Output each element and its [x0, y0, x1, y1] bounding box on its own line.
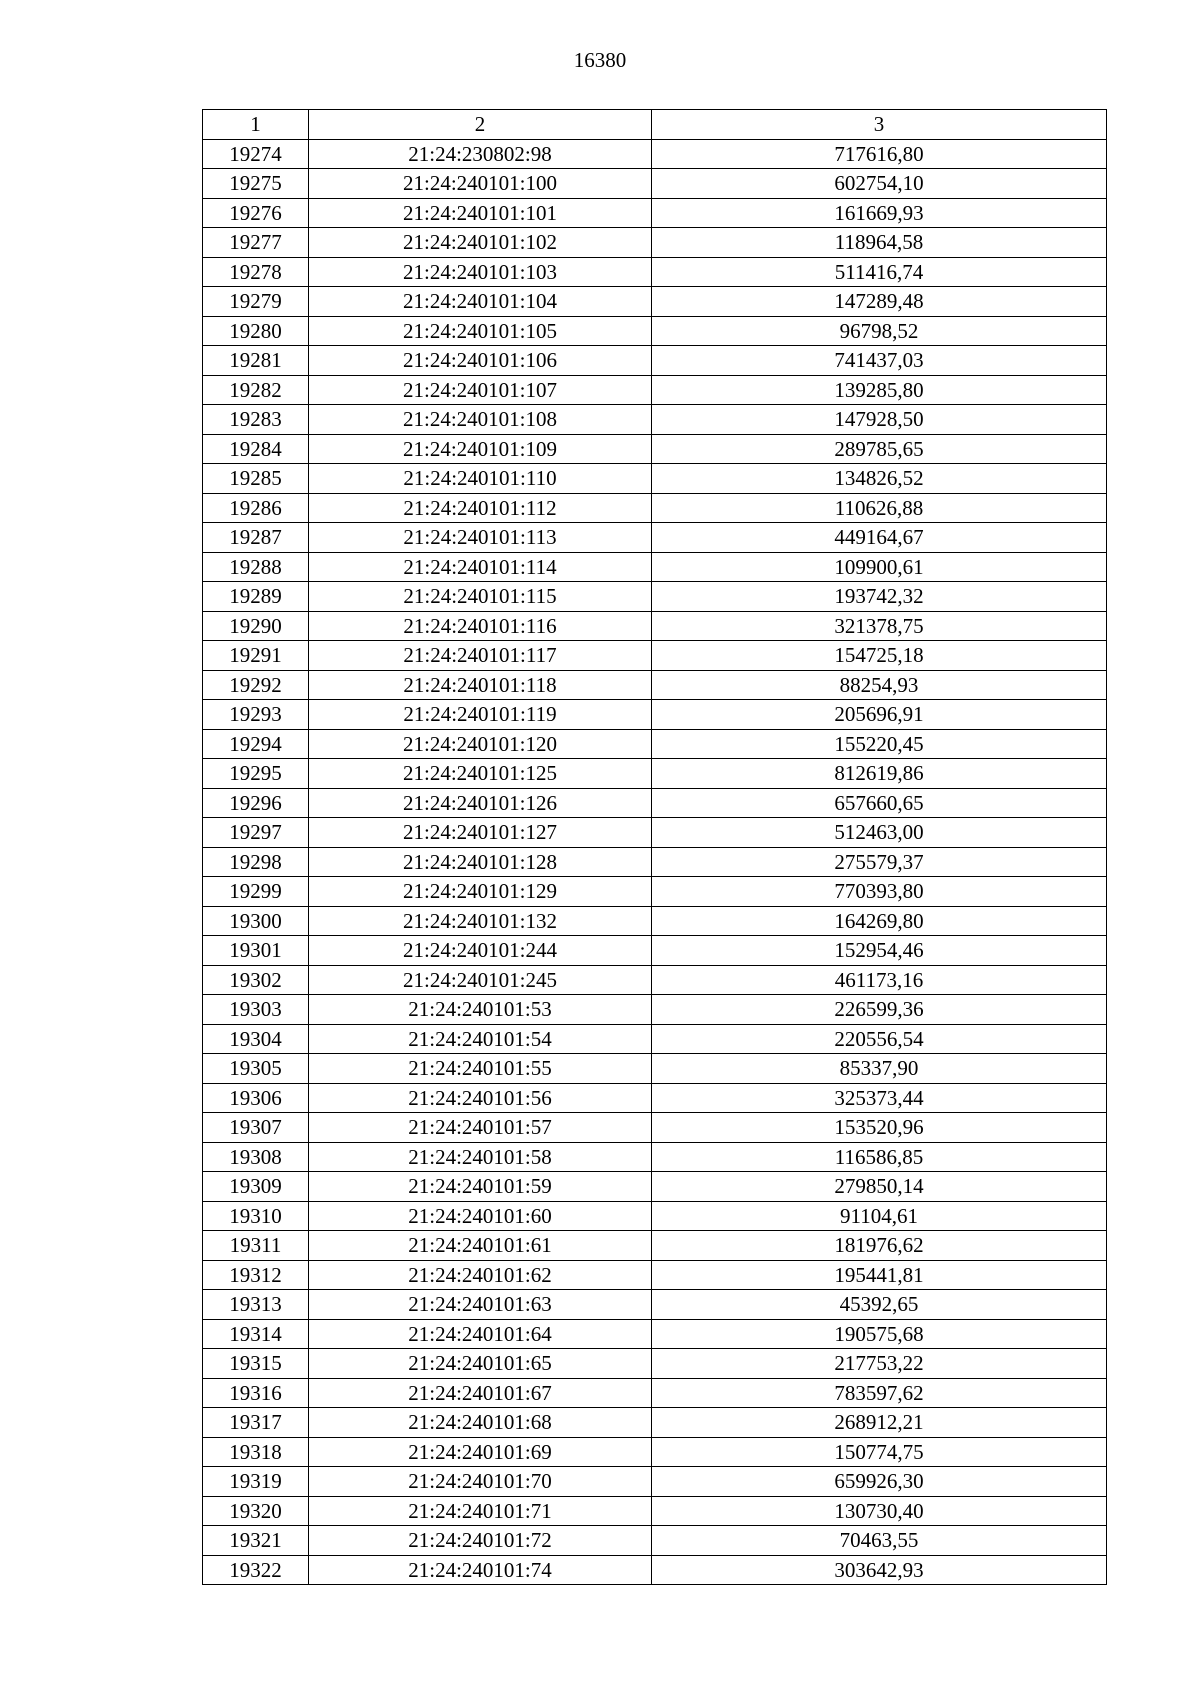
table-row	[203, 405, 1107, 435]
table-row	[203, 346, 1107, 376]
row-number-cell: 19311	[203, 1231, 309, 1261]
table-row	[203, 139, 1107, 169]
table-row	[203, 1349, 1107, 1379]
row-number-cell: 19315	[203, 1349, 309, 1379]
row-number-cell: 19310	[203, 1201, 309, 1231]
table-row	[203, 1231, 1107, 1261]
column-header-2: 2	[309, 110, 652, 140]
value-cell: 461173,16	[652, 965, 1107, 995]
cadastral-number-cell: 21:24:240101:110	[309, 464, 652, 494]
table-row	[203, 434, 1107, 464]
cadastral-number-cell: 21:24:240101:70	[309, 1467, 652, 1497]
cadastral-number-cell: 21:24:240101:132	[309, 906, 652, 936]
cadastral-number-cell: 21:24:240101:129	[309, 877, 652, 907]
value-cell: 91104,61	[652, 1201, 1107, 1231]
row-number-cell: 19292	[203, 670, 309, 700]
value-cell: 741437,03	[652, 346, 1107, 376]
row-number-cell: 19288	[203, 552, 309, 582]
row-number-cell: 19287	[203, 523, 309, 553]
value-cell: 190575,68	[652, 1319, 1107, 1349]
table-row	[203, 759, 1107, 789]
table-row	[203, 1437, 1107, 1467]
row-number-cell: 19317	[203, 1408, 309, 1438]
data-table	[202, 109, 1107, 1585]
table-row	[203, 316, 1107, 346]
cadastral-number-cell: 21:24:240101:60	[309, 1201, 652, 1231]
cadastral-number-cell: 21:24:240101:55	[309, 1054, 652, 1084]
value-cell: 152954,46	[652, 936, 1107, 966]
row-number-cell: 19305	[203, 1054, 309, 1084]
table-row	[203, 1142, 1107, 1172]
row-number-cell: 19318	[203, 1437, 309, 1467]
cadastral-number-cell: 21:24:240101:65	[309, 1349, 652, 1379]
cadastral-number-cell: 21:24:240101:104	[309, 287, 652, 317]
row-number-cell: 19295	[203, 759, 309, 789]
value-cell: 657660,65	[652, 788, 1107, 818]
table-row	[203, 1378, 1107, 1408]
row-number-cell: 19281	[203, 346, 309, 376]
table-row	[203, 1054, 1107, 1084]
cadastral-number-cell: 21:24:230802:98	[309, 139, 652, 169]
table-row	[203, 1526, 1107, 1556]
row-number-cell: 19289	[203, 582, 309, 612]
row-number-cell: 19316	[203, 1378, 309, 1408]
table-row	[203, 818, 1107, 848]
cadastral-number-cell: 21:24:240101:106	[309, 346, 652, 376]
value-cell: 85337,90	[652, 1054, 1107, 1084]
value-cell: 154725,18	[652, 641, 1107, 671]
value-cell: 321378,75	[652, 611, 1107, 641]
row-number-cell: 19298	[203, 847, 309, 877]
row-number-cell: 19291	[203, 641, 309, 671]
row-number-cell: 19303	[203, 995, 309, 1025]
row-number-cell: 19296	[203, 788, 309, 818]
value-cell: 118964,58	[652, 228, 1107, 258]
value-cell: 88254,93	[652, 670, 1107, 700]
value-cell: 70463,55	[652, 1526, 1107, 1556]
value-cell: 289785,65	[652, 434, 1107, 464]
row-number-cell: 19314	[203, 1319, 309, 1349]
value-cell: 109900,61	[652, 552, 1107, 582]
cadastral-number-cell: 21:24:240101:103	[309, 257, 652, 287]
value-cell: 181976,62	[652, 1231, 1107, 1261]
value-cell: 147289,48	[652, 287, 1107, 317]
cadastral-number-cell: 21:24:240101:69	[309, 1437, 652, 1467]
value-cell: 717616,80	[652, 139, 1107, 169]
cadastral-number-cell: 21:24:240101:112	[309, 493, 652, 523]
cadastral-number-cell: 21:24:240101:72	[309, 1526, 652, 1556]
cadastral-number-cell: 21:24:240101:53	[309, 995, 652, 1025]
table-body	[203, 139, 1107, 1585]
row-number-cell: 19301	[203, 936, 309, 966]
row-number-cell: 19313	[203, 1290, 309, 1320]
value-cell: 325373,44	[652, 1083, 1107, 1113]
row-number-cell: 19304	[203, 1024, 309, 1054]
column-header-1: 1	[203, 110, 309, 140]
value-cell: 96798,52	[652, 316, 1107, 346]
row-number-cell: 19290	[203, 611, 309, 641]
value-cell: 45392,65	[652, 1290, 1107, 1320]
value-cell: 150774,75	[652, 1437, 1107, 1467]
table-row	[203, 611, 1107, 641]
row-number-cell: 19278	[203, 257, 309, 287]
table-row	[203, 847, 1107, 877]
value-cell: 193742,32	[652, 582, 1107, 612]
table-row	[203, 1083, 1107, 1113]
table-row	[203, 1260, 1107, 1290]
value-cell: 268912,21	[652, 1408, 1107, 1438]
row-number-cell: 19277	[203, 228, 309, 258]
value-cell: 220556,54	[652, 1024, 1107, 1054]
value-cell: 449164,67	[652, 523, 1107, 553]
cadastral-number-cell: 21:24:240101:114	[309, 552, 652, 582]
row-number-cell: 19319	[203, 1467, 309, 1497]
row-number-cell: 19302	[203, 965, 309, 995]
value-cell: 275579,37	[652, 847, 1107, 877]
row-number-cell: 19283	[203, 405, 309, 435]
value-cell: 147928,50	[652, 405, 1107, 435]
table-header-row	[203, 110, 1107, 140]
cadastral-number-cell: 21:24:240101:58	[309, 1142, 652, 1172]
row-number-cell: 19294	[203, 729, 309, 759]
table-row	[203, 641, 1107, 671]
table-row	[203, 995, 1107, 1025]
value-cell: 164269,80	[652, 906, 1107, 936]
table-row	[203, 1467, 1107, 1497]
cadastral-number-cell: 21:24:240101:59	[309, 1172, 652, 1202]
value-cell: 783597,62	[652, 1378, 1107, 1408]
table-row	[203, 965, 1107, 995]
table-row	[203, 729, 1107, 759]
cadastral-number-cell: 21:24:240101:105	[309, 316, 652, 346]
row-number-cell: 19284	[203, 434, 309, 464]
row-number-cell: 19306	[203, 1083, 309, 1113]
cadastral-number-cell: 21:24:240101:101	[309, 198, 652, 228]
row-number-cell: 19297	[203, 818, 309, 848]
table-row	[203, 1024, 1107, 1054]
value-cell: 134826,52	[652, 464, 1107, 494]
table-row	[203, 936, 1107, 966]
cadastral-number-cell: 21:24:240101:119	[309, 700, 652, 730]
row-number-cell: 19320	[203, 1496, 309, 1526]
value-cell: 770393,80	[652, 877, 1107, 907]
row-number-cell: 19321	[203, 1526, 309, 1556]
row-number-cell: 19282	[203, 375, 309, 405]
cadastral-number-cell: 21:24:240101:61	[309, 1231, 652, 1261]
row-number-cell: 19308	[203, 1142, 309, 1172]
cadastral-number-cell: 21:24:240101:57	[309, 1113, 652, 1143]
table-row	[203, 375, 1107, 405]
row-number-cell: 19307	[203, 1113, 309, 1143]
table-row	[203, 1290, 1107, 1320]
cadastral-number-cell: 21:24:240101:118	[309, 670, 652, 700]
cadastral-number-cell: 21:24:240101:126	[309, 788, 652, 818]
table-row	[203, 1113, 1107, 1143]
cadastral-number-cell: 21:24:240101:244	[309, 936, 652, 966]
row-number-cell: 19300	[203, 906, 309, 936]
table-row	[203, 1201, 1107, 1231]
cadastral-number-cell: 21:24:240101:100	[309, 169, 652, 199]
table-row	[203, 464, 1107, 494]
cadastral-number-cell: 21:24:240101:109	[309, 434, 652, 464]
value-cell: 659926,30	[652, 1467, 1107, 1497]
value-cell: 130730,40	[652, 1496, 1107, 1526]
row-number-cell: 19299	[203, 877, 309, 907]
cadastral-number-cell: 21:24:240101:115	[309, 582, 652, 612]
row-number-cell: 19285	[203, 464, 309, 494]
value-cell: 116586,85	[652, 1142, 1107, 1172]
table-row	[203, 1555, 1107, 1585]
value-cell: 155220,45	[652, 729, 1107, 759]
table-row	[203, 523, 1107, 553]
table-row	[203, 700, 1107, 730]
row-number-cell: 19279	[203, 287, 309, 317]
cadastral-number-cell: 21:24:240101:116	[309, 611, 652, 641]
table-row	[203, 1319, 1107, 1349]
value-cell: 139285,80	[652, 375, 1107, 405]
cadastral-number-cell: 21:24:240101:64	[309, 1319, 652, 1349]
cadastral-number-cell: 21:24:240101:67	[309, 1378, 652, 1408]
cadastral-number-cell: 21:24:240101:102	[309, 228, 652, 258]
row-number-cell: 19274	[203, 139, 309, 169]
cadastral-number-cell: 21:24:240101:68	[309, 1408, 652, 1438]
value-cell: 812619,86	[652, 759, 1107, 789]
value-cell: 512463,00	[652, 818, 1107, 848]
cadastral-number-cell: 21:24:240101:245	[309, 965, 652, 995]
table-row	[203, 257, 1107, 287]
row-number-cell: 19309	[203, 1172, 309, 1202]
table-row	[203, 228, 1107, 258]
table-row	[203, 1172, 1107, 1202]
row-number-cell: 19322	[203, 1555, 309, 1585]
row-number-cell: 19276	[203, 198, 309, 228]
row-number-cell: 19312	[203, 1260, 309, 1290]
value-cell: 195441,81	[652, 1260, 1107, 1290]
table-row	[203, 287, 1107, 317]
table-row	[203, 198, 1107, 228]
table-row	[203, 670, 1107, 700]
cadastral-number-cell: 21:24:240101:108	[309, 405, 652, 435]
value-cell: 511416,74	[652, 257, 1107, 287]
cadastral-number-cell: 21:24:240101:125	[309, 759, 652, 789]
cadastral-number-cell: 21:24:240101:128	[309, 847, 652, 877]
value-cell: 110626,88	[652, 493, 1107, 523]
column-header-3: 3	[652, 110, 1107, 140]
cadastral-number-cell: 21:24:240101:117	[309, 641, 652, 671]
value-cell: 161669,93	[652, 198, 1107, 228]
cadastral-number-cell: 21:24:240101:107	[309, 375, 652, 405]
value-cell: 226599,36	[652, 995, 1107, 1025]
value-cell: 303642,93	[652, 1555, 1107, 1585]
table-row	[203, 1496, 1107, 1526]
cadastral-number-cell: 21:24:240101:127	[309, 818, 652, 848]
row-number-cell: 19275	[203, 169, 309, 199]
cadastral-number-cell: 21:24:240101:62	[309, 1260, 652, 1290]
row-number-cell: 19286	[203, 493, 309, 523]
table-header	[203, 110, 1107, 140]
cadastral-number-cell: 21:24:240101:56	[309, 1083, 652, 1113]
table-row	[203, 877, 1107, 907]
cadastral-number-cell: 21:24:240101:113	[309, 523, 652, 553]
value-cell: 217753,22	[652, 1349, 1107, 1379]
cadastral-number-cell: 21:24:240101:120	[309, 729, 652, 759]
value-cell: 153520,96	[652, 1113, 1107, 1143]
value-cell: 279850,14	[652, 1172, 1107, 1202]
table-row	[203, 582, 1107, 612]
row-number-cell: 19280	[203, 316, 309, 346]
row-number-cell: 19293	[203, 700, 309, 730]
table-row	[203, 169, 1107, 199]
table-row	[203, 906, 1107, 936]
table-row	[203, 552, 1107, 582]
cadastral-number-cell: 21:24:240101:54	[309, 1024, 652, 1054]
cadastral-number-cell: 21:24:240101:74	[309, 1555, 652, 1585]
table-row	[203, 1408, 1107, 1438]
page-number: 16380	[573, 48, 627, 72]
table-row	[203, 788, 1107, 818]
value-cell: 205696,91	[652, 700, 1107, 730]
table-row	[203, 493, 1107, 523]
cadastral-number-cell: 21:24:240101:71	[309, 1496, 652, 1526]
cadastral-number-cell: 21:24:240101:63	[309, 1290, 652, 1320]
value-cell: 602754,10	[652, 169, 1107, 199]
